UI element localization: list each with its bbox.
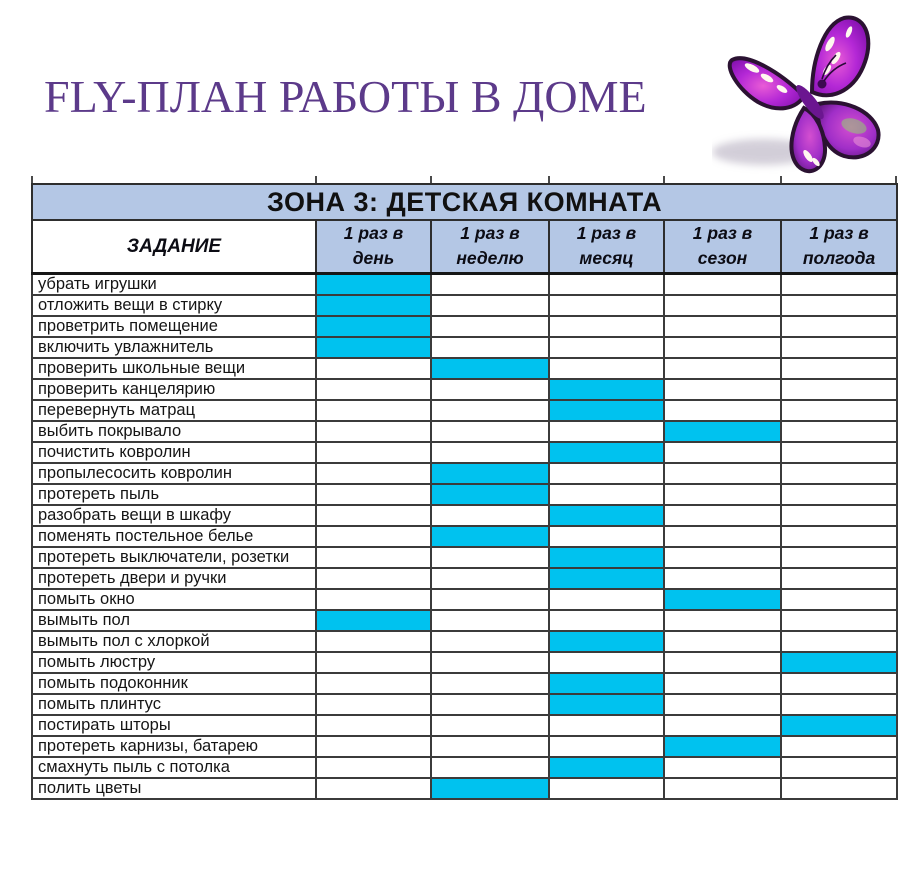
frequency-cell-marked bbox=[431, 463, 549, 484]
frequency-cell bbox=[316, 400, 431, 421]
frequency-cell bbox=[431, 505, 549, 526]
frequency-cell bbox=[664, 715, 781, 736]
frequency-cell bbox=[549, 273, 664, 295]
task-cell: постирать шторы bbox=[32, 715, 316, 736]
frequency-cell-marked bbox=[549, 547, 664, 568]
frequency-cell bbox=[549, 463, 664, 484]
table-row bbox=[32, 337, 897, 358]
frequency-cell bbox=[549, 610, 664, 631]
frequency-cell bbox=[316, 778, 431, 799]
task-cell: помыть люстру bbox=[32, 652, 316, 673]
task-cell: протереть карнизы, батарею bbox=[32, 736, 316, 757]
column-header-daily: 1 раз в день bbox=[316, 220, 431, 273]
frequency-cell-marked bbox=[549, 631, 664, 652]
table-row bbox=[32, 736, 897, 757]
frequency-cell-marked bbox=[549, 568, 664, 589]
frequency-cell bbox=[316, 715, 431, 736]
frequency-cell bbox=[781, 610, 897, 631]
frequency-cell bbox=[664, 358, 781, 379]
task-cell: выбить покрывало bbox=[32, 421, 316, 442]
table-row bbox=[32, 631, 897, 652]
task-cell: полить цветы bbox=[32, 778, 316, 799]
frequency-cell bbox=[431, 400, 549, 421]
task-cell: разобрать вещи в шкафу bbox=[32, 505, 316, 526]
frequency-cell bbox=[431, 757, 549, 778]
frequency-cell bbox=[781, 568, 897, 589]
task-cell: помыть окно bbox=[32, 589, 316, 610]
task-cell: отложить вещи в стирку bbox=[32, 295, 316, 316]
table-row bbox=[32, 442, 897, 463]
grid-ticks bbox=[31, 176, 897, 183]
task-cell: проверить школьные вещи bbox=[32, 358, 316, 379]
frequency-cell bbox=[431, 337, 549, 358]
table-row bbox=[32, 589, 897, 610]
frequency-cell bbox=[431, 442, 549, 463]
frequency-cell bbox=[664, 463, 781, 484]
frequency-cell bbox=[431, 631, 549, 652]
frequency-cell bbox=[664, 273, 781, 295]
frequency-cell bbox=[431, 694, 549, 715]
frequency-cell bbox=[781, 589, 897, 610]
frequency-cell bbox=[431, 547, 549, 568]
frequency-cell bbox=[664, 337, 781, 358]
table-row bbox=[32, 463, 897, 484]
frequency-cell bbox=[781, 295, 897, 316]
frequency-cell bbox=[431, 316, 549, 337]
frequency-cell bbox=[781, 316, 897, 337]
worn-border-artifact bbox=[660, 840, 830, 851]
frequency-cell-marked bbox=[549, 400, 664, 421]
frequency-cell-marked bbox=[431, 526, 549, 547]
frequency-cell bbox=[316, 421, 431, 442]
frequency-cell bbox=[781, 526, 897, 547]
table-row bbox=[32, 505, 897, 526]
frequency-cell bbox=[664, 568, 781, 589]
frequency-cell bbox=[316, 463, 431, 484]
task-cell: протереть двери и ручки bbox=[32, 568, 316, 589]
frequency-cell bbox=[431, 421, 549, 442]
task-cell: перевернуть матрац bbox=[32, 400, 316, 421]
table-row bbox=[32, 694, 897, 715]
column-header-halfyear: 1 раз в полгода bbox=[781, 220, 897, 273]
table-row bbox=[32, 757, 897, 778]
task-cell: вымыть пол bbox=[32, 610, 316, 631]
frequency-cell bbox=[781, 442, 897, 463]
column-header-monthly: 1 раз в месяц bbox=[549, 220, 664, 273]
frequency-cell bbox=[664, 610, 781, 631]
frequency-cell bbox=[431, 589, 549, 610]
frequency-cell bbox=[316, 379, 431, 400]
frequency-cell bbox=[781, 421, 897, 442]
column-header-task: ЗАДАНИЕ bbox=[32, 220, 316, 273]
frequency-cell-marked bbox=[781, 652, 897, 673]
frequency-cell bbox=[549, 778, 664, 799]
task-cell: помыть подоконник bbox=[32, 673, 316, 694]
frequency-cell bbox=[664, 547, 781, 568]
frequency-cell bbox=[316, 652, 431, 673]
table-row bbox=[32, 379, 897, 400]
column-header-row bbox=[32, 220, 897, 273]
frequency-cell bbox=[316, 505, 431, 526]
frequency-cell bbox=[781, 694, 897, 715]
frequency-cell bbox=[316, 484, 431, 505]
table-row bbox=[32, 568, 897, 589]
frequency-cell-marked bbox=[316, 295, 431, 316]
task-cell: почистить ковролин bbox=[32, 442, 316, 463]
task-cell: проветрить помещение bbox=[32, 316, 316, 337]
zone-title: ЗОНА 3: ДЕТСКАЯ КОМНАТА bbox=[32, 184, 897, 220]
task-cell: пропылесосить ковролин bbox=[32, 463, 316, 484]
frequency-cell bbox=[781, 463, 897, 484]
frequency-cell bbox=[431, 568, 549, 589]
plan-table bbox=[31, 183, 898, 800]
frequency-cell bbox=[664, 484, 781, 505]
frequency-cell bbox=[664, 778, 781, 799]
frequency-cell bbox=[664, 652, 781, 673]
frequency-cell bbox=[431, 652, 549, 673]
table-row bbox=[32, 547, 897, 568]
frequency-cell-marked bbox=[431, 484, 549, 505]
task-cell: проверить канцелярию bbox=[32, 379, 316, 400]
frequency-cell bbox=[781, 505, 897, 526]
task-cell: протереть пыль bbox=[32, 484, 316, 505]
frequency-cell bbox=[781, 400, 897, 421]
frequency-cell bbox=[316, 568, 431, 589]
frequency-cell bbox=[781, 757, 897, 778]
table-row bbox=[32, 715, 897, 736]
frequency-cell bbox=[316, 631, 431, 652]
frequency-cell bbox=[664, 526, 781, 547]
table-row bbox=[32, 358, 897, 379]
task-cell: помыть плинтус bbox=[32, 694, 316, 715]
frequency-cell bbox=[549, 589, 664, 610]
frequency-cell-marked bbox=[431, 358, 549, 379]
frequency-cell-marked bbox=[549, 442, 664, 463]
frequency-cell bbox=[781, 379, 897, 400]
table-row bbox=[32, 295, 897, 316]
frequency-cell-marked bbox=[664, 421, 781, 442]
frequency-cell bbox=[431, 379, 549, 400]
frequency-cell bbox=[316, 757, 431, 778]
table-row bbox=[32, 778, 897, 799]
column-header-seasonal: 1 раз в сезон bbox=[664, 220, 781, 273]
frequency-cell bbox=[431, 273, 549, 295]
frequency-cell bbox=[664, 295, 781, 316]
frequency-cell bbox=[549, 421, 664, 442]
frequency-cell bbox=[664, 442, 781, 463]
frequency-cell bbox=[431, 715, 549, 736]
frequency-cell bbox=[316, 526, 431, 547]
cleaning-plan-sheet bbox=[31, 176, 897, 800]
table-row bbox=[32, 484, 897, 505]
frequency-cell-marked bbox=[549, 757, 664, 778]
task-cell: поменять постельное белье bbox=[32, 526, 316, 547]
frequency-cell-marked bbox=[664, 736, 781, 757]
frequency-cell bbox=[664, 505, 781, 526]
frequency-cell bbox=[781, 736, 897, 757]
frequency-cell-marked bbox=[316, 610, 431, 631]
frequency-cell bbox=[549, 715, 664, 736]
frequency-cell bbox=[664, 379, 781, 400]
task-cell: убрать игрушки bbox=[32, 273, 316, 295]
butterfly-icon bbox=[712, 10, 892, 180]
frequency-cell-marked bbox=[549, 673, 664, 694]
frequency-cell-marked bbox=[549, 379, 664, 400]
frequency-cell bbox=[781, 547, 897, 568]
frequency-cell bbox=[316, 547, 431, 568]
frequency-cell bbox=[781, 673, 897, 694]
frequency-cell-marked bbox=[316, 316, 431, 337]
frequency-cell bbox=[549, 484, 664, 505]
frequency-cell bbox=[316, 736, 431, 757]
frequency-cell bbox=[781, 337, 897, 358]
frequency-cell bbox=[549, 295, 664, 316]
column-header-weekly: 1 раз в неделю bbox=[431, 220, 549, 273]
table-row bbox=[32, 273, 897, 295]
frequency-cell bbox=[431, 295, 549, 316]
frequency-cell bbox=[316, 358, 431, 379]
frequency-cell bbox=[431, 673, 549, 694]
table-row bbox=[32, 400, 897, 421]
frequency-cell bbox=[664, 400, 781, 421]
frequency-cell-marked bbox=[316, 337, 431, 358]
frequency-cell-marked bbox=[549, 505, 664, 526]
frequency-cell bbox=[664, 631, 781, 652]
frequency-cell bbox=[781, 358, 897, 379]
table-row bbox=[32, 316, 897, 337]
frequency-cell bbox=[316, 442, 431, 463]
frequency-cell-marked bbox=[781, 715, 897, 736]
frequency-cell bbox=[549, 526, 664, 547]
frequency-cell bbox=[549, 652, 664, 673]
frequency-cell bbox=[549, 736, 664, 757]
table-row bbox=[32, 673, 897, 694]
frequency-cell bbox=[316, 673, 431, 694]
table-row bbox=[32, 526, 897, 547]
zone-title-row bbox=[32, 184, 897, 220]
task-cell: вымыть пол с хлоркой bbox=[32, 631, 316, 652]
frequency-cell-marked bbox=[664, 589, 781, 610]
frequency-cell bbox=[549, 358, 664, 379]
frequency-cell-marked bbox=[549, 694, 664, 715]
frequency-cell bbox=[549, 337, 664, 358]
task-cell: смахнуть пыль с потолка bbox=[32, 757, 316, 778]
task-cell: включить увлажнитель bbox=[32, 337, 316, 358]
frequency-cell bbox=[664, 673, 781, 694]
frequency-cell bbox=[664, 757, 781, 778]
frequency-cell bbox=[781, 778, 897, 799]
frequency-cell bbox=[781, 273, 897, 295]
table-row bbox=[32, 610, 897, 631]
frequency-cell bbox=[781, 484, 897, 505]
frequency-cell bbox=[316, 694, 431, 715]
frequency-cell-marked bbox=[431, 778, 549, 799]
frequency-cell bbox=[431, 610, 549, 631]
frequency-cell bbox=[664, 694, 781, 715]
table-row bbox=[32, 421, 897, 442]
page-title: FLY-ПЛАН РАБОТЫ В ДОМЕ bbox=[44, 71, 647, 122]
frequency-cell bbox=[549, 316, 664, 337]
frequency-cell bbox=[316, 589, 431, 610]
table-row bbox=[32, 652, 897, 673]
frequency-cell-marked bbox=[316, 273, 431, 295]
frequency-cell bbox=[431, 736, 549, 757]
frequency-cell bbox=[781, 631, 897, 652]
task-cell: протереть выключатели, розетки bbox=[32, 547, 316, 568]
frequency-cell bbox=[664, 316, 781, 337]
